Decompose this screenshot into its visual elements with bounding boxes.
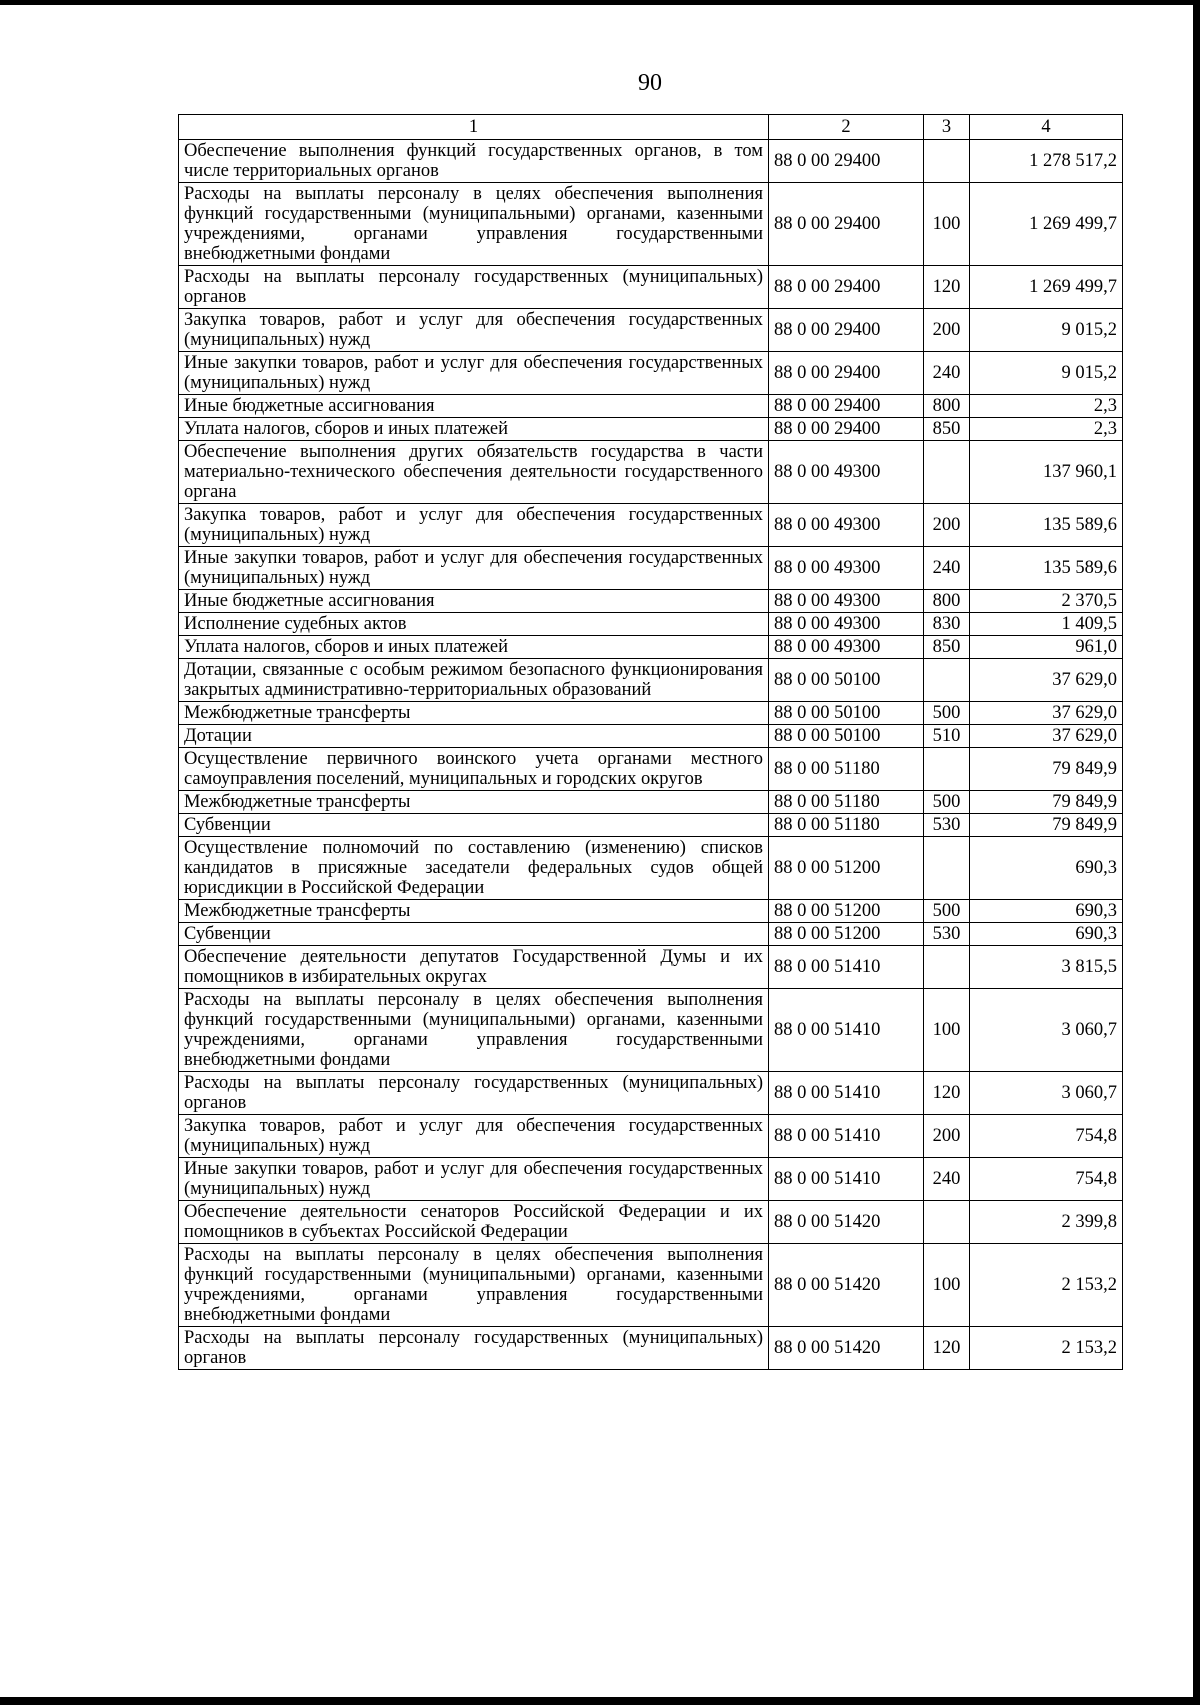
row-code: 88 0 00 50100 [769, 725, 924, 748]
table-row [179, 504, 1123, 547]
row-name: Закупка товаров, работ и услуг для обеспечения государственных (муниципальных) нужд [179, 1115, 769, 1158]
table-row [179, 266, 1123, 309]
row-amount: 690,3 [970, 900, 1123, 923]
page-number: 90 [638, 70, 662, 96]
table-row [179, 1158, 1123, 1201]
row-type: 830 [924, 613, 970, 636]
row-type: 200 [924, 504, 970, 547]
row-amount: 79 849,9 [970, 791, 1123, 814]
row-amount: 754,8 [970, 1115, 1123, 1158]
table-row [179, 900, 1123, 923]
row-type: 530 [924, 923, 970, 946]
row-type: 500 [924, 900, 970, 923]
row-amount: 2 399,8 [970, 1201, 1123, 1244]
table-row [179, 1115, 1123, 1158]
row-code: 88 0 00 51180 [769, 748, 924, 791]
row-amount: 37 629,0 [970, 659, 1123, 702]
row-amount: 135 589,6 [970, 547, 1123, 590]
row-type [924, 441, 970, 504]
row-amount: 3 060,7 [970, 989, 1123, 1072]
row-amount: 690,3 [970, 923, 1123, 946]
row-code: 88 0 00 49300 [769, 613, 924, 636]
row-name: Иные закупки товаров, работ и услуг для обеспечения государственных (муниципальных) нужд [179, 1158, 769, 1201]
row-name: Иные закупки товаров, работ и услуг для обеспечения государственных (муниципальных) нужд [179, 352, 769, 395]
row-code: 88 0 00 51200 [769, 837, 924, 900]
row-code: 88 0 00 29400 [769, 395, 924, 418]
table-row [179, 613, 1123, 636]
row-name: Иные закупки товаров, работ и услуг для обеспечения государственных (муниципальных) нужд [179, 547, 769, 590]
row-amount: 37 629,0 [970, 725, 1123, 748]
row-type [924, 140, 970, 183]
row-amount: 961,0 [970, 636, 1123, 659]
row-type: 200 [924, 309, 970, 352]
row-type: 800 [924, 590, 970, 613]
row-name: Расходы на выплаты персоналу государственных (муниципальных) органов [179, 1327, 769, 1370]
table-row [179, 636, 1123, 659]
row-name: Уплата налогов, сборов и иных платежей [179, 418, 769, 441]
row-name: Закупка товаров, работ и услуг для обеспечения государственных (муниципальных) нужд [179, 504, 769, 547]
row-type: 500 [924, 702, 970, 725]
row-type: 120 [924, 266, 970, 309]
table-row [179, 659, 1123, 702]
row-type [924, 837, 970, 900]
row-amount: 1 269 499,7 [970, 183, 1123, 266]
row-name: Субвенции [179, 814, 769, 837]
row-name: Обеспечение деятельности сенаторов Российской Федерации и их помощников в субъектах Российской Федерации [179, 1201, 769, 1244]
row-type: 510 [924, 725, 970, 748]
table-row [179, 725, 1123, 748]
row-type: 120 [924, 1072, 970, 1115]
row-amount: 9 015,2 [970, 352, 1123, 395]
row-amount: 690,3 [970, 837, 1123, 900]
table-row [179, 1244, 1123, 1327]
row-name: Дотации [179, 725, 769, 748]
table-row [179, 814, 1123, 837]
row-amount: 2,3 [970, 395, 1123, 418]
row-type [924, 748, 970, 791]
header-row [179, 115, 1123, 140]
row-name: Межбюджетные трансферты [179, 900, 769, 923]
row-name: Иные бюджетные ассигнования [179, 395, 769, 418]
row-name: Межбюджетные трансферты [179, 702, 769, 725]
row-name: Межбюджетные трансферты [179, 791, 769, 814]
header-col-1: 1 [179, 115, 769, 140]
row-type [924, 946, 970, 989]
row-name: Исполнение судебных актов [179, 613, 769, 636]
row-amount: 3 815,5 [970, 946, 1123, 989]
row-code: 88 0 00 51410 [769, 1072, 924, 1115]
row-amount: 1 409,5 [970, 613, 1123, 636]
row-code: 88 0 00 51410 [769, 1115, 924, 1158]
table-row [179, 590, 1123, 613]
scan-border-bottom [0, 1697, 1200, 1705]
row-code: 88 0 00 49300 [769, 547, 924, 590]
row-type: 800 [924, 395, 970, 418]
row-type [924, 1201, 970, 1244]
row-code: 88 0 00 29400 [769, 352, 924, 395]
row-type: 850 [924, 636, 970, 659]
row-name: Осуществление полномочий по составлению (изменению) списков кандидатов в присяжные заседатели федеральных судов общей юрисдикции в Российской Федерации [179, 837, 769, 900]
row-amount: 79 849,9 [970, 814, 1123, 837]
row-amount: 1 278 517,2 [970, 140, 1123, 183]
row-amount: 1 269 499,7 [970, 266, 1123, 309]
row-type: 240 [924, 547, 970, 590]
row-name: Расходы на выплаты персоналу государственных (муниципальных) органов [179, 1072, 769, 1115]
row-code: 88 0 00 51410 [769, 1158, 924, 1201]
row-name: Дотации, связанные с особым режимом безопасного функционирования закрытых административно-территориальных образований [179, 659, 769, 702]
row-amount: 754,8 [970, 1158, 1123, 1201]
row-amount: 135 589,6 [970, 504, 1123, 547]
row-code: 88 0 00 51200 [769, 900, 924, 923]
row-name: Расходы на выплаты персоналу в целях обеспечения выполнения функций государственными (муниципальными) органами, казенными учреждениями, органами управления государственными внебюджетными фондами [179, 989, 769, 1072]
row-code: 88 0 00 50100 [769, 659, 924, 702]
table-row [179, 1072, 1123, 1115]
row-amount: 2 153,2 [970, 1327, 1123, 1370]
row-code: 88 0 00 29400 [769, 418, 924, 441]
table-row [179, 702, 1123, 725]
row-name: Расходы на выплаты персоналу в целях обеспечения выполнения функций государственными (муниципальными) органами, казенными учреждениями, органами управления государственными внебюджетными фондами [179, 183, 769, 266]
row-amount: 9 015,2 [970, 309, 1123, 352]
row-code: 88 0 00 51180 [769, 791, 924, 814]
row-code: 88 0 00 51410 [769, 946, 924, 989]
row-code: 88 0 00 49300 [769, 590, 924, 613]
table-row [179, 395, 1123, 418]
scan-border-top [0, 0, 1200, 5]
row-name: Субвенции [179, 923, 769, 946]
row-type: 100 [924, 183, 970, 266]
row-code: 88 0 00 51200 [769, 923, 924, 946]
row-code: 88 0 00 29400 [769, 309, 924, 352]
row-amount: 2 370,5 [970, 590, 1123, 613]
table-row [179, 418, 1123, 441]
row-code: 88 0 00 50100 [769, 702, 924, 725]
table-row [179, 352, 1123, 395]
table-row [179, 1327, 1123, 1370]
table-row [179, 309, 1123, 352]
table-row [179, 946, 1123, 989]
table-row [179, 183, 1123, 266]
row-code: 88 0 00 29400 [769, 183, 924, 266]
table-row [179, 1201, 1123, 1244]
row-code: 88 0 00 29400 [769, 266, 924, 309]
row-type: 240 [924, 352, 970, 395]
row-name: Осуществление первичного воинского учета органами местного самоуправления поселений, муниципальных и городских округов [179, 748, 769, 791]
table-body [179, 140, 1123, 1370]
row-name: Обеспечение выполнения других обязательств государства в части материально-технического обеспечения деятельности государственного органа [179, 441, 769, 504]
table-row [179, 837, 1123, 900]
row-type: 240 [924, 1158, 970, 1201]
row-type: 100 [924, 1244, 970, 1327]
row-code: 88 0 00 29400 [769, 140, 924, 183]
row-type: 500 [924, 791, 970, 814]
table-row [179, 140, 1123, 183]
row-amount: 79 849,9 [970, 748, 1123, 791]
row-type: 120 [924, 1327, 970, 1370]
table-row [179, 989, 1123, 1072]
row-type: 200 [924, 1115, 970, 1158]
row-type [924, 659, 970, 702]
table-row [179, 441, 1123, 504]
row-name: Обеспечение выполнения функций государственных органов, в том числе территориальных органов [179, 140, 769, 183]
row-type: 530 [924, 814, 970, 837]
row-code: 88 0 00 51180 [769, 814, 924, 837]
row-code: 88 0 00 51420 [769, 1327, 924, 1370]
table-row [179, 748, 1123, 791]
table-row [179, 547, 1123, 590]
row-code: 88 0 00 51420 [769, 1244, 924, 1327]
row-amount: 2 153,2 [970, 1244, 1123, 1327]
row-code: 88 0 00 51410 [769, 989, 924, 1072]
table-row [179, 791, 1123, 814]
page-number-container [0, 70, 1200, 97]
row-code: 88 0 00 49300 [769, 504, 924, 547]
row-amount: 137 960,1 [970, 441, 1123, 504]
row-name: Иные бюджетные ассигнования [179, 590, 769, 613]
row-name: Расходы на выплаты персоналу государственных (муниципальных) органов [179, 266, 769, 309]
budget-table [178, 114, 1123, 1370]
row-code: 88 0 00 49300 [769, 636, 924, 659]
row-code: 88 0 00 49300 [769, 441, 924, 504]
header-col-3: 3 [924, 115, 970, 140]
row-name: Закупка товаров, работ и услуг для обеспечения государственных (муниципальных) нужд [179, 309, 769, 352]
row-amount: 3 060,7 [970, 1072, 1123, 1115]
header-col-4: 4 [970, 115, 1123, 140]
row-type: 850 [924, 418, 970, 441]
header-col-2: 2 [769, 115, 924, 140]
row-code: 88 0 00 51420 [769, 1201, 924, 1244]
row-name: Обеспечение деятельности депутатов Государственной Думы и их помощников в избирательных округах [179, 946, 769, 989]
row-name: Расходы на выплаты персоналу в целях обеспечения выполнения функций государственными (муниципальными) органами, казенными учреждениями, органами управления государственными внебюджетными фондами [179, 1244, 769, 1327]
table-row [179, 923, 1123, 946]
row-name: Уплата налогов, сборов и иных платежей [179, 636, 769, 659]
scan-border-right [1193, 0, 1200, 1705]
row-amount: 37 629,0 [970, 702, 1123, 725]
row-type: 100 [924, 989, 970, 1072]
row-amount: 2,3 [970, 418, 1123, 441]
